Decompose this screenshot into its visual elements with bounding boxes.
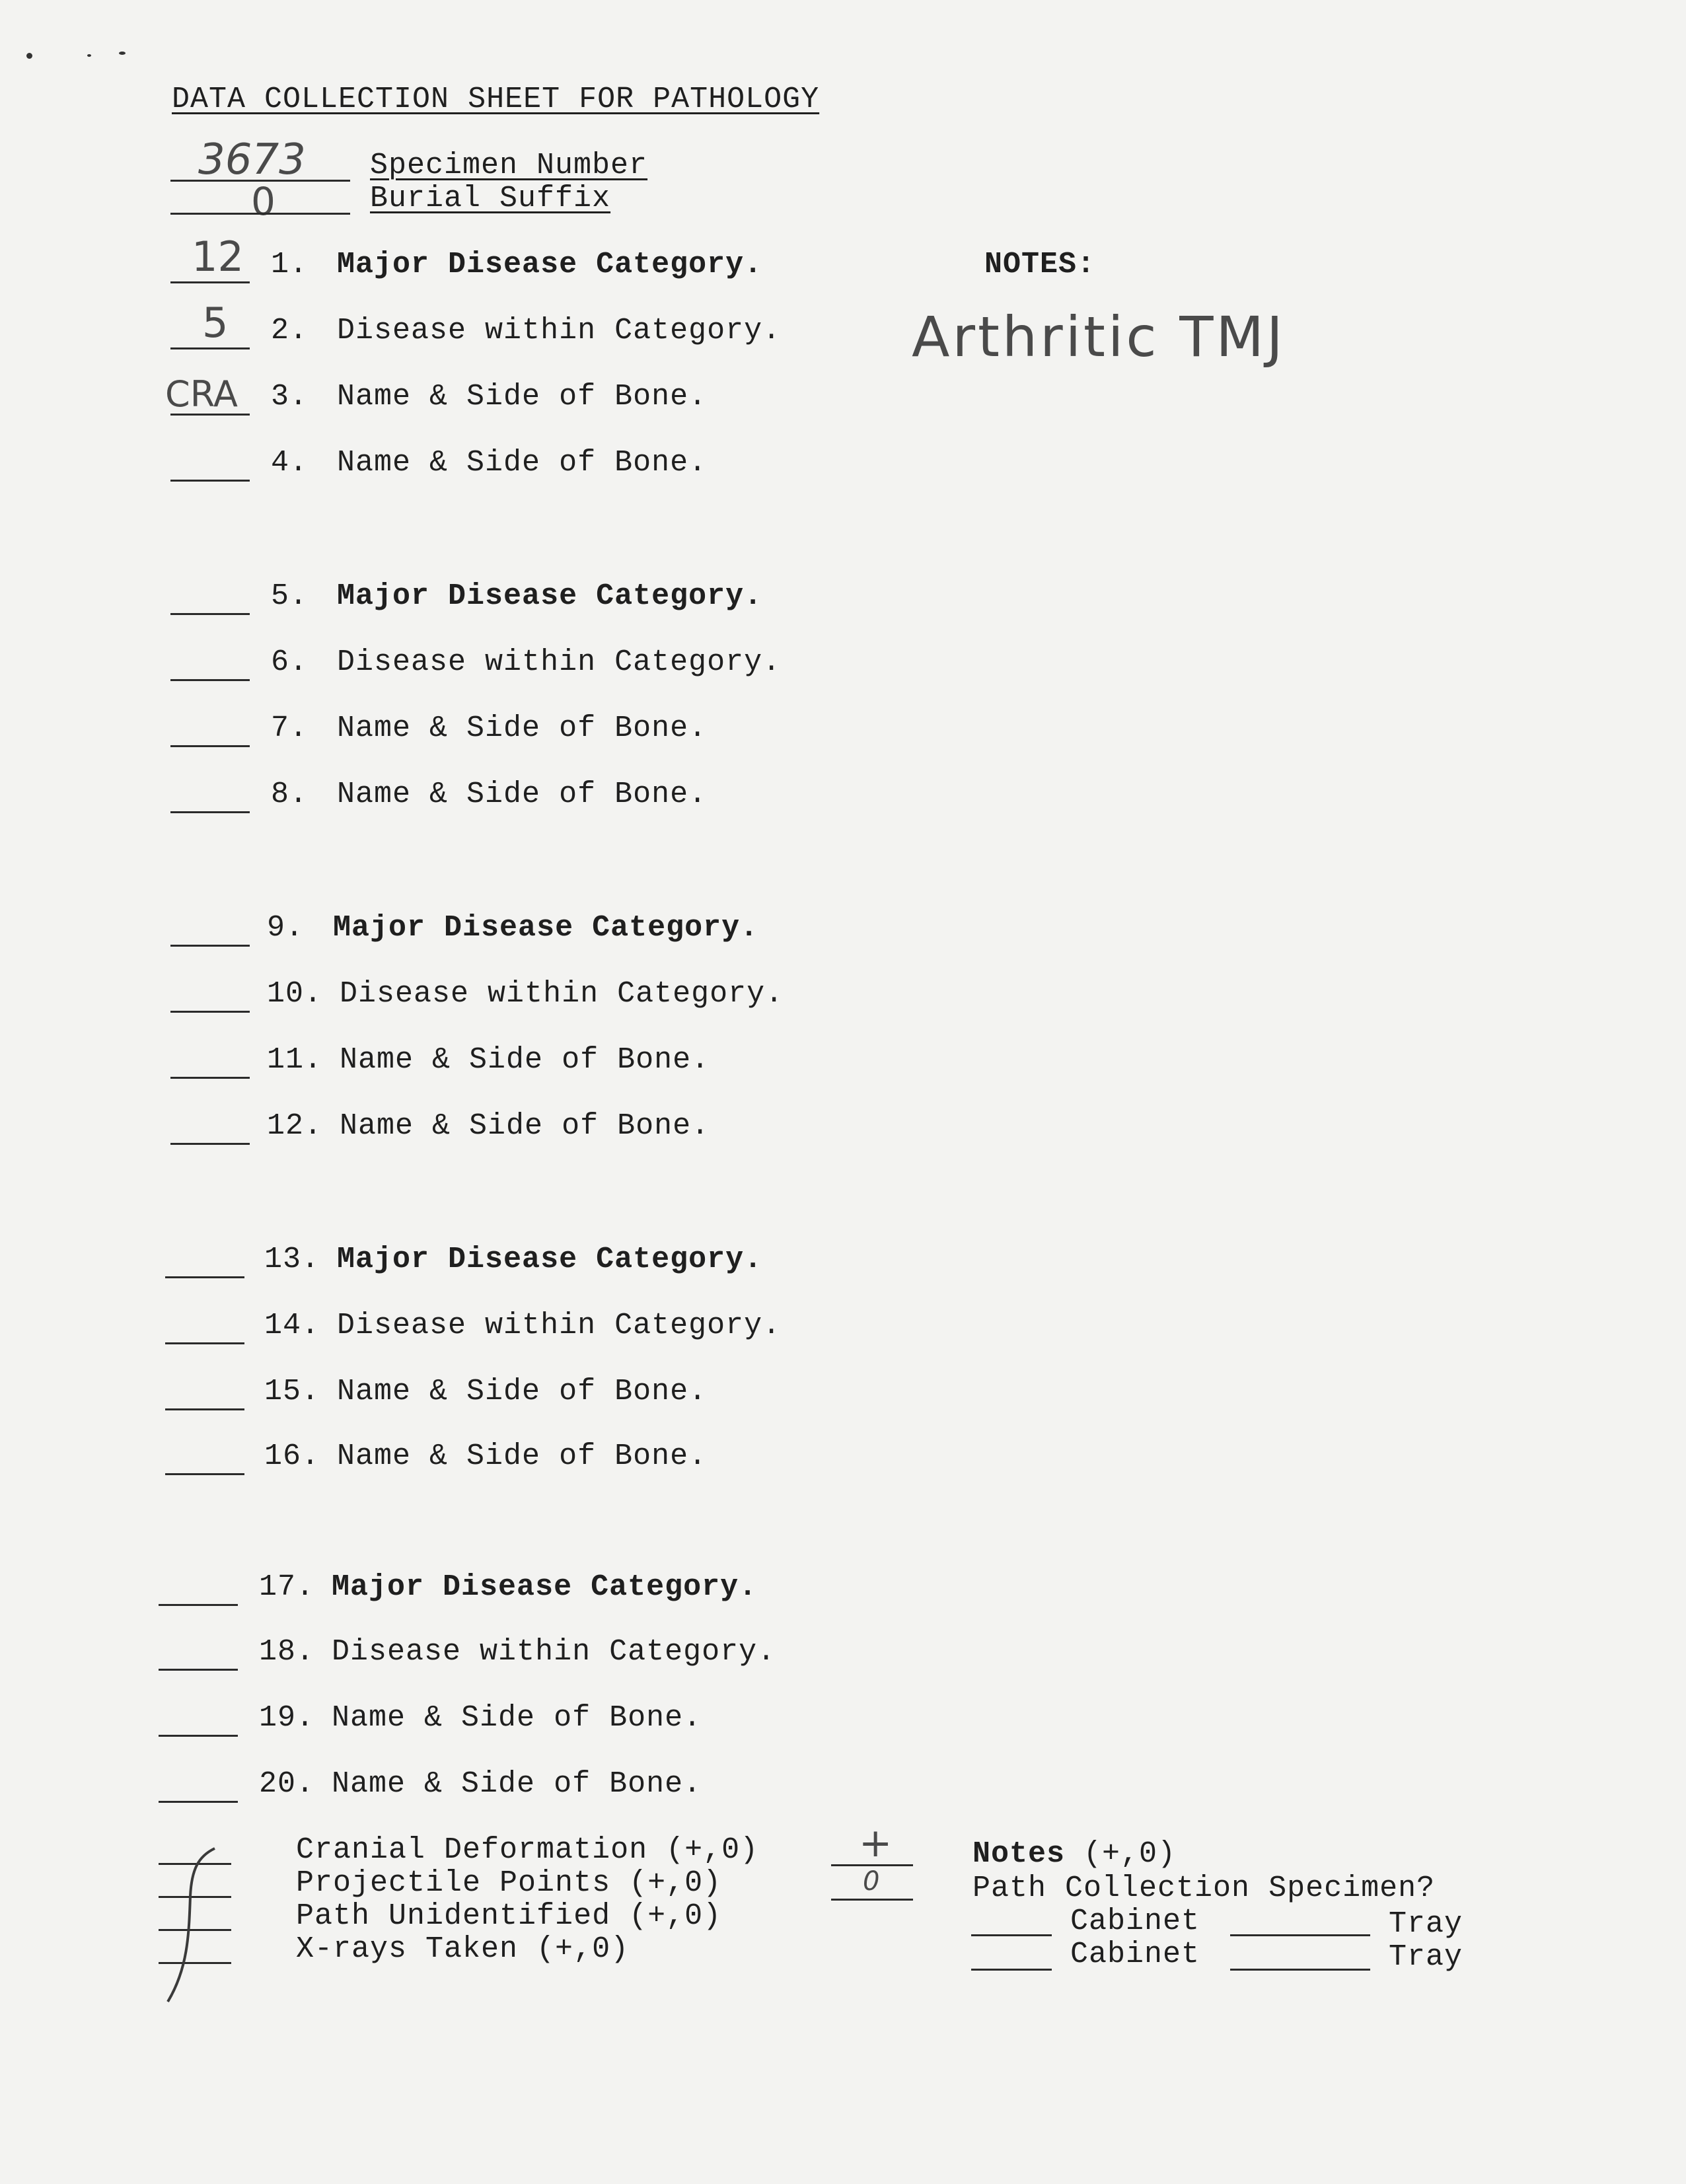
item-number: 6. — [271, 645, 309, 679]
item-label: Name & Side of Bone. — [332, 1701, 702, 1735]
item-14-answer-line — [165, 1342, 244, 1344]
notes-flag-label-suffix: (+,0) — [1065, 1837, 1177, 1871]
tray-label-2: Tray — [1389, 1940, 1463, 1974]
tray-label-1: Tray — [1389, 1907, 1463, 1941]
item-number: 13. — [264, 1243, 320, 1276]
item-label: Name & Side of Bone. — [337, 1375, 708, 1408]
item-number: 7. — [271, 711, 309, 745]
item-5-answer-line — [170, 613, 250, 615]
item-2-handwritten-value: 5 — [202, 299, 229, 347]
major-disease-category-label: Major Disease Category. — [333, 911, 759, 945]
item-12-answer-line — [170, 1143, 250, 1145]
item-3-row-label — [271, 382, 707, 412]
item-number: 18. — [259, 1635, 315, 1669]
item-17-row-label — [259, 1572, 757, 1602]
item-number: 12. — [267, 1109, 323, 1143]
scan-speck — [119, 52, 126, 55]
item-label: Name & Side of Bone. — [337, 778, 708, 811]
specimen-number-value: 3673 — [198, 135, 306, 184]
collection-flag-line — [831, 1899, 913, 1901]
item-2-answer-line — [170, 347, 250, 349]
item-number: 5. — [271, 579, 309, 613]
item-12-row-label — [267, 1111, 710, 1141]
item-17-answer-line — [159, 1604, 238, 1606]
cabinet-label-2: Cabinet — [1070, 1938, 1200, 1971]
check-label-unidentified: Path Unidentified (+,0) — [296, 1899, 722, 1933]
major-disease-category-label: Major Disease Category. — [337, 579, 763, 613]
item-label: Disease within Category. — [337, 314, 782, 347]
item-label: Name & Side of Bone. — [337, 446, 708, 480]
item-10-row-label — [267, 979, 784, 1009]
burial-suffix-label: Burial Suffix — [370, 182, 611, 215]
item-5-row-label — [271, 581, 762, 611]
item-18-row-label — [259, 1637, 776, 1667]
specimen-number-label: Specimen Number — [370, 149, 648, 182]
item-1-row-label — [271, 250, 762, 279]
item-19-answer-line — [159, 1735, 238, 1737]
item-8-answer-line — [170, 811, 250, 813]
item-label: Disease within Category. — [340, 977, 784, 1011]
item-7-row-label — [271, 713, 707, 743]
item-3-handwritten-value: CRA — [165, 373, 238, 415]
item-6-answer-line — [170, 679, 250, 681]
item-1-handwritten-value: 12 — [192, 233, 244, 281]
item-label: Disease within Category. — [332, 1635, 776, 1669]
item-16-row-label — [264, 1441, 707, 1471]
item-label: Name & Side of Bone. — [340, 1043, 710, 1077]
burial-suffix-value: 0 — [251, 179, 275, 224]
item-16-answer-line — [165, 1473, 244, 1475]
major-disease-category-label: Major Disease Category. — [337, 248, 763, 281]
item-9-row-label — [267, 913, 758, 943]
scan-speck — [87, 54, 91, 57]
major-disease-category-label: Major Disease Category. — [337, 1243, 763, 1276]
scan-speck — [26, 53, 32, 59]
item-4-answer-line — [170, 480, 250, 482]
item-number: 3. — [271, 380, 309, 414]
check-label-xrays: X-rays Taken (+,0) — [296, 1932, 630, 1966]
handwritten-bracket-mark — [159, 1843, 231, 2008]
notes-label: NOTES: — [984, 248, 1096, 281]
collection-flag-value: 0 — [863, 1866, 880, 1897]
check-label-projectile: Projectile Points (+,0) — [296, 1866, 722, 1900]
item-number: 19. — [259, 1701, 315, 1735]
item-number: 15. — [264, 1375, 320, 1408]
item-2-row-label — [271, 316, 781, 346]
item-15-row-label — [264, 1377, 707, 1406]
item-label: Name & Side of Bone. — [332, 1767, 702, 1801]
item-label: Name & Side of Bone. — [337, 711, 708, 745]
item-1-answer-line — [170, 281, 250, 283]
item-18-answer-line — [159, 1669, 238, 1671]
item-label: Disease within Category. — [337, 645, 782, 679]
item-label: Name & Side of Bone. — [337, 1439, 708, 1473]
notes-flag-label-bold: Notes — [972, 1837, 1066, 1871]
item-11-row-label — [267, 1045, 710, 1075]
item-13-answer-line — [165, 1276, 244, 1278]
cabinet-line-2 — [971, 1969, 1052, 1971]
tray-line-1 — [1230, 1934, 1370, 1936]
item-7-answer-line — [170, 745, 250, 747]
major-disease-category-label: Major Disease Category. — [332, 1570, 758, 1604]
notes-handwritten-text: Arthritic TMJ — [912, 305, 1286, 369]
cabinet-line-1 — [971, 1934, 1052, 1936]
item-20-row-label — [259, 1769, 702, 1799]
item-number: 4. — [271, 446, 309, 480]
item-8-row-label — [271, 780, 707, 809]
item-number: 9. — [267, 911, 305, 945]
item-number: 11. — [267, 1043, 323, 1077]
item-20-answer-line — [159, 1801, 238, 1803]
check-label-cranial: Cranial Deformation (+,0) — [296, 1833, 759, 1867]
item-6-row-label — [271, 647, 781, 677]
item-number: 14. — [264, 1309, 320, 1342]
item-label: Name & Side of Bone. — [340, 1109, 710, 1143]
tray-line-2 — [1230, 1969, 1370, 1971]
item-number: 10. — [267, 977, 323, 1011]
item-15-answer-line — [165, 1408, 244, 1410]
item-number: 1. — [271, 248, 309, 281]
path-collection-label: Path Collection Specimen? — [972, 1872, 1436, 1905]
item-number: 17. — [259, 1570, 315, 1604]
item-11-answer-line — [170, 1077, 250, 1079]
item-number: 2. — [271, 314, 309, 347]
item-label: Name & Side of Bone. — [337, 380, 708, 414]
item-number: 20. — [259, 1767, 315, 1801]
sheet-title: DATA COLLECTION SHEET FOR PATHOLOGY — [172, 83, 820, 116]
item-19-row-label — [259, 1703, 702, 1733]
cabinet-label-1: Cabinet — [1070, 1905, 1200, 1938]
item-number: 8. — [271, 778, 309, 811]
item-label: Disease within Category. — [337, 1309, 782, 1342]
notes-flag-label — [972, 1839, 1176, 1869]
item-14-row-label — [264, 1311, 781, 1340]
item-9-answer-line — [170, 945, 250, 947]
item-10-answer-line — [170, 1011, 250, 1013]
item-13-row-label — [264, 1245, 762, 1274]
item-number: 16. — [264, 1439, 320, 1473]
notes-flag-value: + — [859, 1820, 893, 1866]
item-4-row-label — [271, 448, 707, 478]
burial-suffix-line — [170, 213, 350, 215]
